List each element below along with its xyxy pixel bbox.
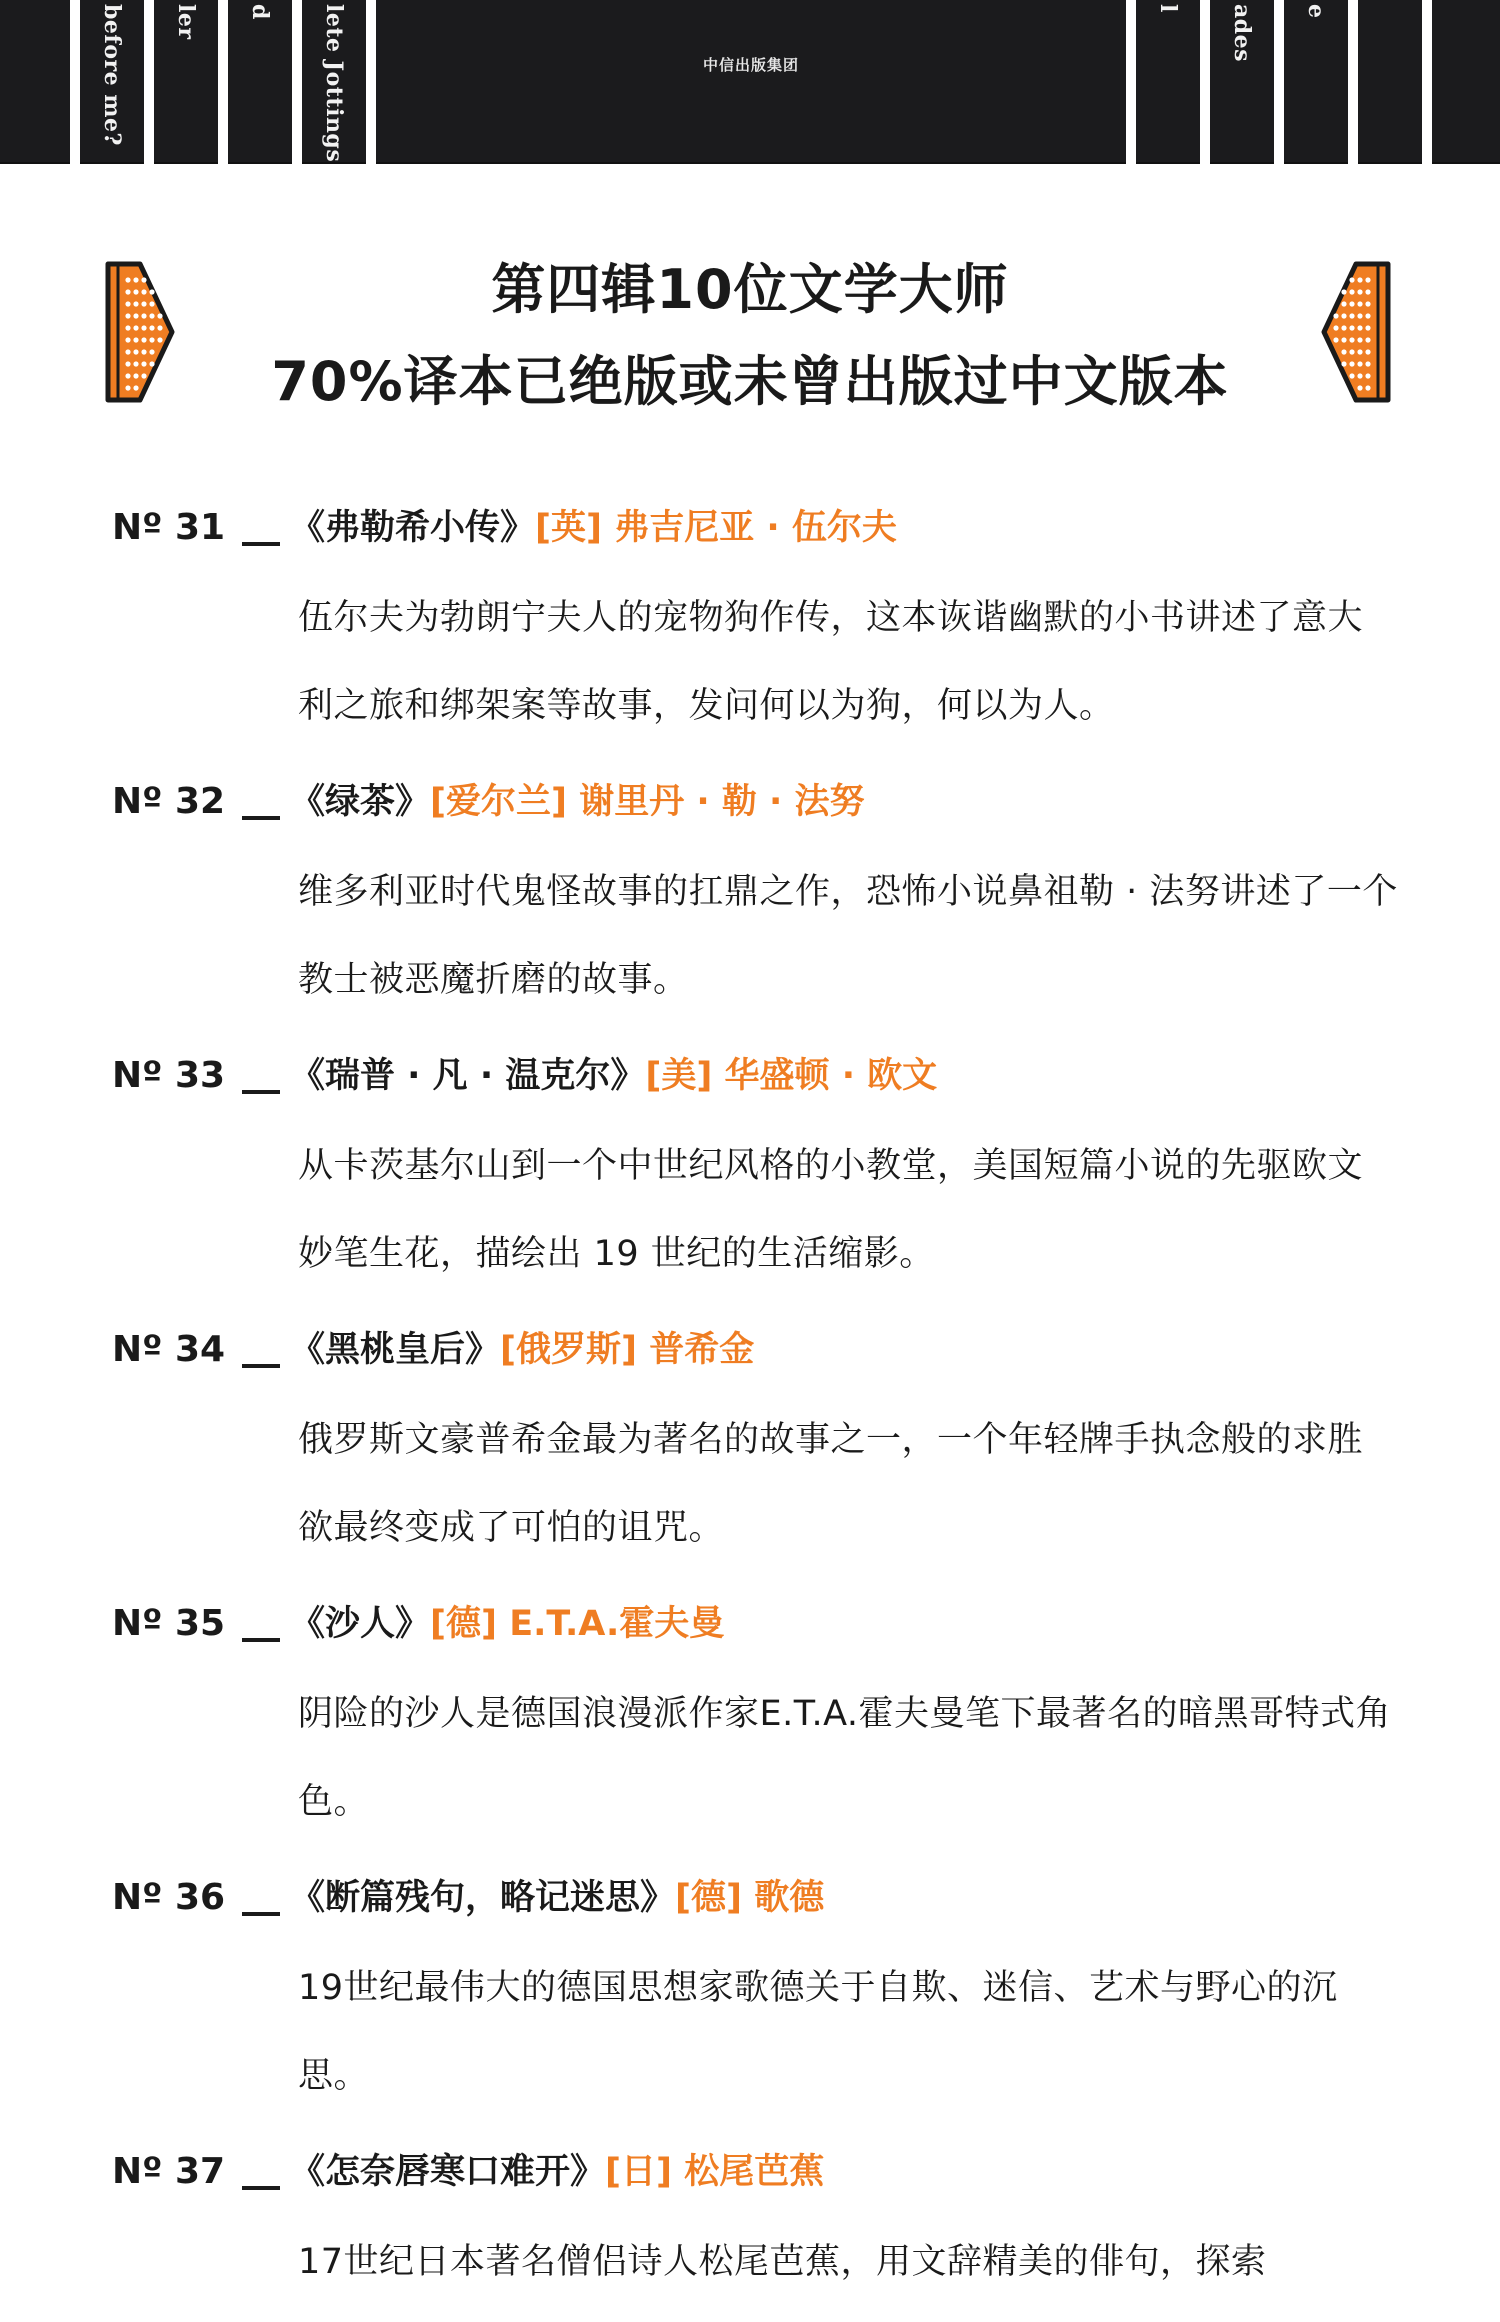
heading-line-1: 第四辑10位文学大师 bbox=[491, 258, 1009, 321]
entry-title-line bbox=[290, 2144, 824, 2200]
entry-number: Nº 35 bbox=[112, 1603, 226, 1644]
book-description: 17世纪日本著名僧侣诗人松尾芭蕉，用文辞精美的俳句，探索 bbox=[298, 2242, 1267, 2282]
book-description: 维多利亚时代鬼怪故事的扛鼎之作，恐怖小说鼻祖勒 · 法努讲述了一个教士被恶魔折磨的故事。 bbox=[298, 872, 1398, 1000]
entry-title-line bbox=[290, 1048, 937, 1104]
spine-title: d bbox=[247, 4, 273, 20]
book-title: 《瑞普 · 凡 · 温克尔》 bbox=[290, 1056, 646, 1096]
book-title: 《怎奈唇寒口难开》 bbox=[290, 2152, 606, 2192]
entry-number: Nº 31 bbox=[112, 507, 226, 548]
book-spine bbox=[1210, 0, 1274, 164]
entry-title-line bbox=[290, 1870, 824, 1926]
book-author: [德] E.T.A.霍夫曼 bbox=[430, 1604, 725, 1644]
entry-number: Nº 36 bbox=[112, 1877, 226, 1918]
entry-title-line bbox=[290, 774, 865, 830]
heading-line-2: 70%译本已绝版或未曾出版过中文版本 bbox=[271, 350, 1229, 413]
book-title: 《弗勒希小传》 bbox=[290, 508, 536, 548]
book-title: 《黑桃皇后》 bbox=[290, 1330, 501, 1370]
book-spine bbox=[80, 0, 144, 164]
book-description: 俄罗斯文豪普希金最为著名的故事之一，一个年轻牌手执念般的求胜欲最终变成了可怕的诅咒。 bbox=[298, 1420, 1364, 1548]
book-title: 《沙人》 bbox=[290, 1604, 431, 1644]
book-spine bbox=[154, 0, 218, 164]
entry-dash bbox=[242, 816, 280, 820]
book-cover-center bbox=[376, 0, 1126, 164]
book-author: [爱尔兰] 谢里丹 · 勒 · 法努 bbox=[430, 782, 865, 822]
entry-title-line bbox=[290, 500, 897, 556]
entry-dash bbox=[242, 2186, 280, 2190]
book-spine bbox=[1284, 0, 1348, 164]
book-spine bbox=[1358, 0, 1422, 164]
entry-dash bbox=[242, 1364, 280, 1368]
book-author: [美] 华盛顿 · 欧文 bbox=[645, 1056, 938, 1096]
book-description: 19世纪最伟大的德国思想家歌德关于自欺、迷信、艺术与野心的沉思。 bbox=[298, 1968, 1338, 2096]
entry-title-line bbox=[290, 1596, 724, 1652]
entry-number: Nº 33 bbox=[112, 1055, 226, 1096]
entry-dash bbox=[242, 1090, 280, 1094]
book-title: 《绿茶》 bbox=[290, 782, 431, 822]
book-spine bbox=[228, 0, 292, 164]
book-spine bbox=[1432, 0, 1500, 164]
book-author: [俄罗斯] 普希金 bbox=[500, 1330, 755, 1370]
publisher-name: 中信出版集团 bbox=[702, 56, 799, 74]
entry-dash bbox=[242, 1638, 280, 1642]
book-spine bbox=[302, 0, 366, 164]
book-author: [德] 歌德 bbox=[675, 1878, 825, 1918]
entry-number: Nº 32 bbox=[112, 781, 226, 822]
book-author: [日] 松尾芭蕉 bbox=[605, 2152, 825, 2192]
book-spine bbox=[1136, 0, 1200, 164]
spine-title: e bbox=[1303, 4, 1329, 19]
spine-title: before me? bbox=[99, 4, 125, 146]
entry-title-line bbox=[290, 1322, 754, 1378]
spine-title: ades bbox=[1229, 4, 1255, 63]
entry-dash bbox=[242, 542, 280, 546]
spine-title: lete Jottings bbox=[321, 4, 347, 163]
book-spine bbox=[0, 0, 70, 164]
book-author: [英] 弗吉尼亚 · 伍尔夫 bbox=[535, 508, 897, 548]
spine-title: l bbox=[1155, 4, 1181, 13]
book-description: 阴险的沙人是德国浪漫派作家E.T.A.霍夫曼笔下最著名的暗黑哥特式角色。 bbox=[298, 1694, 1392, 1822]
entry-number: Nº 37 bbox=[112, 2151, 226, 2192]
book-spines-band bbox=[0, 0, 1500, 166]
book-title: 《断篇残句，略记迷思》 bbox=[290, 1878, 676, 1918]
spine-title: ler bbox=[173, 4, 199, 40]
book-description: 伍尔夫为勃朗宁夫人的宠物狗作传，这本诙谐幽默的小书讲述了意大利之旅和绑架案等故事，发问何以为狗，何以为人。 bbox=[298, 598, 1364, 726]
book-description: 从卡茨基尔山到一个中世纪风格的小教堂，美国短篇小说的先驱欧文妙笔生花，描绘出 19 世纪的生活缩影。 bbox=[298, 1146, 1364, 1274]
entry-dash bbox=[242, 1912, 280, 1916]
entry-number: Nº 34 bbox=[112, 1329, 226, 1370]
